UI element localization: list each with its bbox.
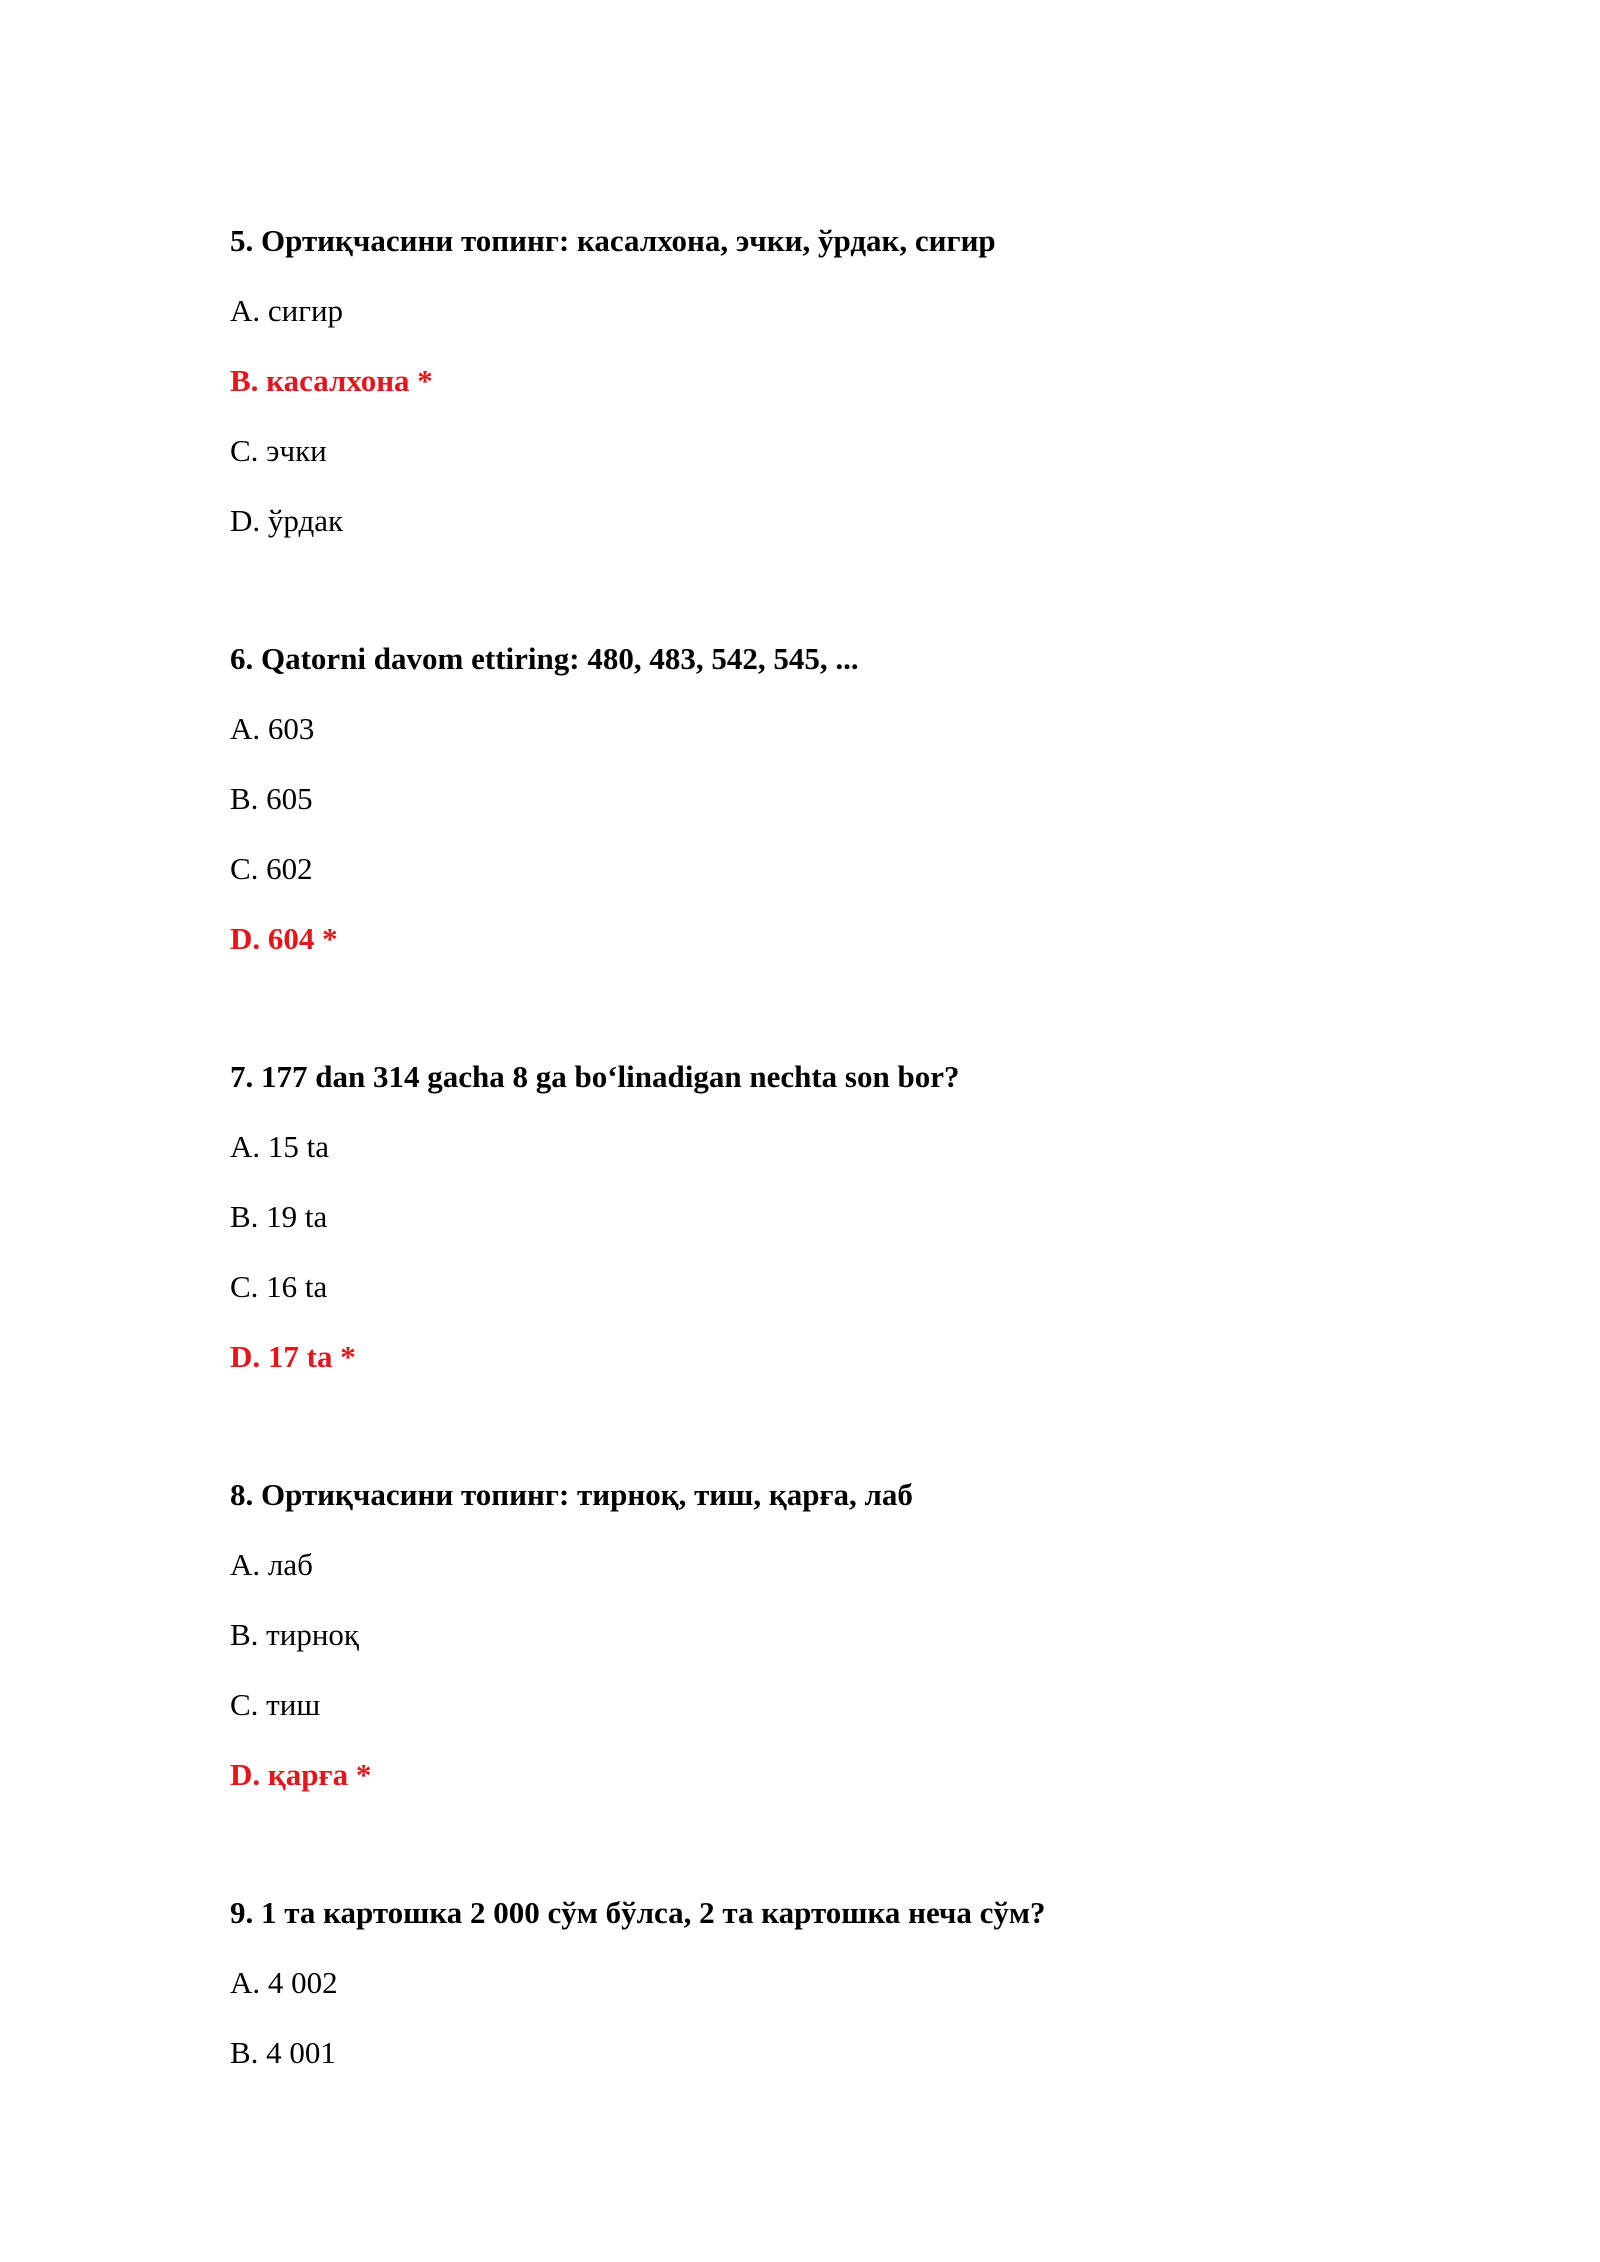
option-b: B. 605 (230, 781, 313, 816)
option-a: A. сигир (230, 293, 344, 328)
question-5 (230, 223, 1430, 539)
question-7 (230, 1059, 1430, 1375)
question-text: 5. Ортиқчасини топинг: касалхона, эчки, ўрдак, сигир (230, 223, 996, 258)
option-c: C. 602 (230, 851, 313, 886)
option-a: A. 4 002 (230, 1965, 338, 2000)
option-b: B. тирноқ (230, 1617, 359, 1652)
question-8 (230, 1477, 1430, 1793)
option-d-correct: D. 17 ta * (230, 1339, 356, 1374)
option-d: D. ўрдак (230, 503, 344, 538)
option-d-correct: D. қарға * (230, 1757, 372, 1792)
option-b: B. 4 001 (230, 2035, 336, 2070)
question-9 (230, 1895, 1430, 2071)
option-d-correct: D. 604 * (230, 921, 338, 956)
option-b: B. 19 ta (230, 1199, 328, 1234)
option-a: A. 15 ta (230, 1129, 330, 1164)
option-c: C. 16 ta (230, 1269, 328, 1304)
question-text: 8. Ортиқчасини топинг: тирноқ, тиш, қарға, лаб (230, 1477, 913, 1512)
option-a: A. лаб (230, 1547, 313, 1582)
question-text: 7. 177 dan 314 gacha 8 ga bo‘linadigan nechta son bor? (230, 1059, 960, 1094)
question-text: 6. Qatorni davom ettiring: 480, 483, 542, 545, ... (230, 641, 859, 676)
option-c: C. тиш (230, 1687, 321, 1722)
option-a: A. 603 (230, 711, 315, 746)
option-c: C. эчки (230, 433, 327, 468)
question-6 (230, 641, 1430, 957)
question-text: 9. 1 та картошка 2 000 сўм бўлса, 2 та картошка неча сўм? (230, 1895, 1046, 1930)
option-b-correct: B. касалхона * (230, 363, 433, 398)
